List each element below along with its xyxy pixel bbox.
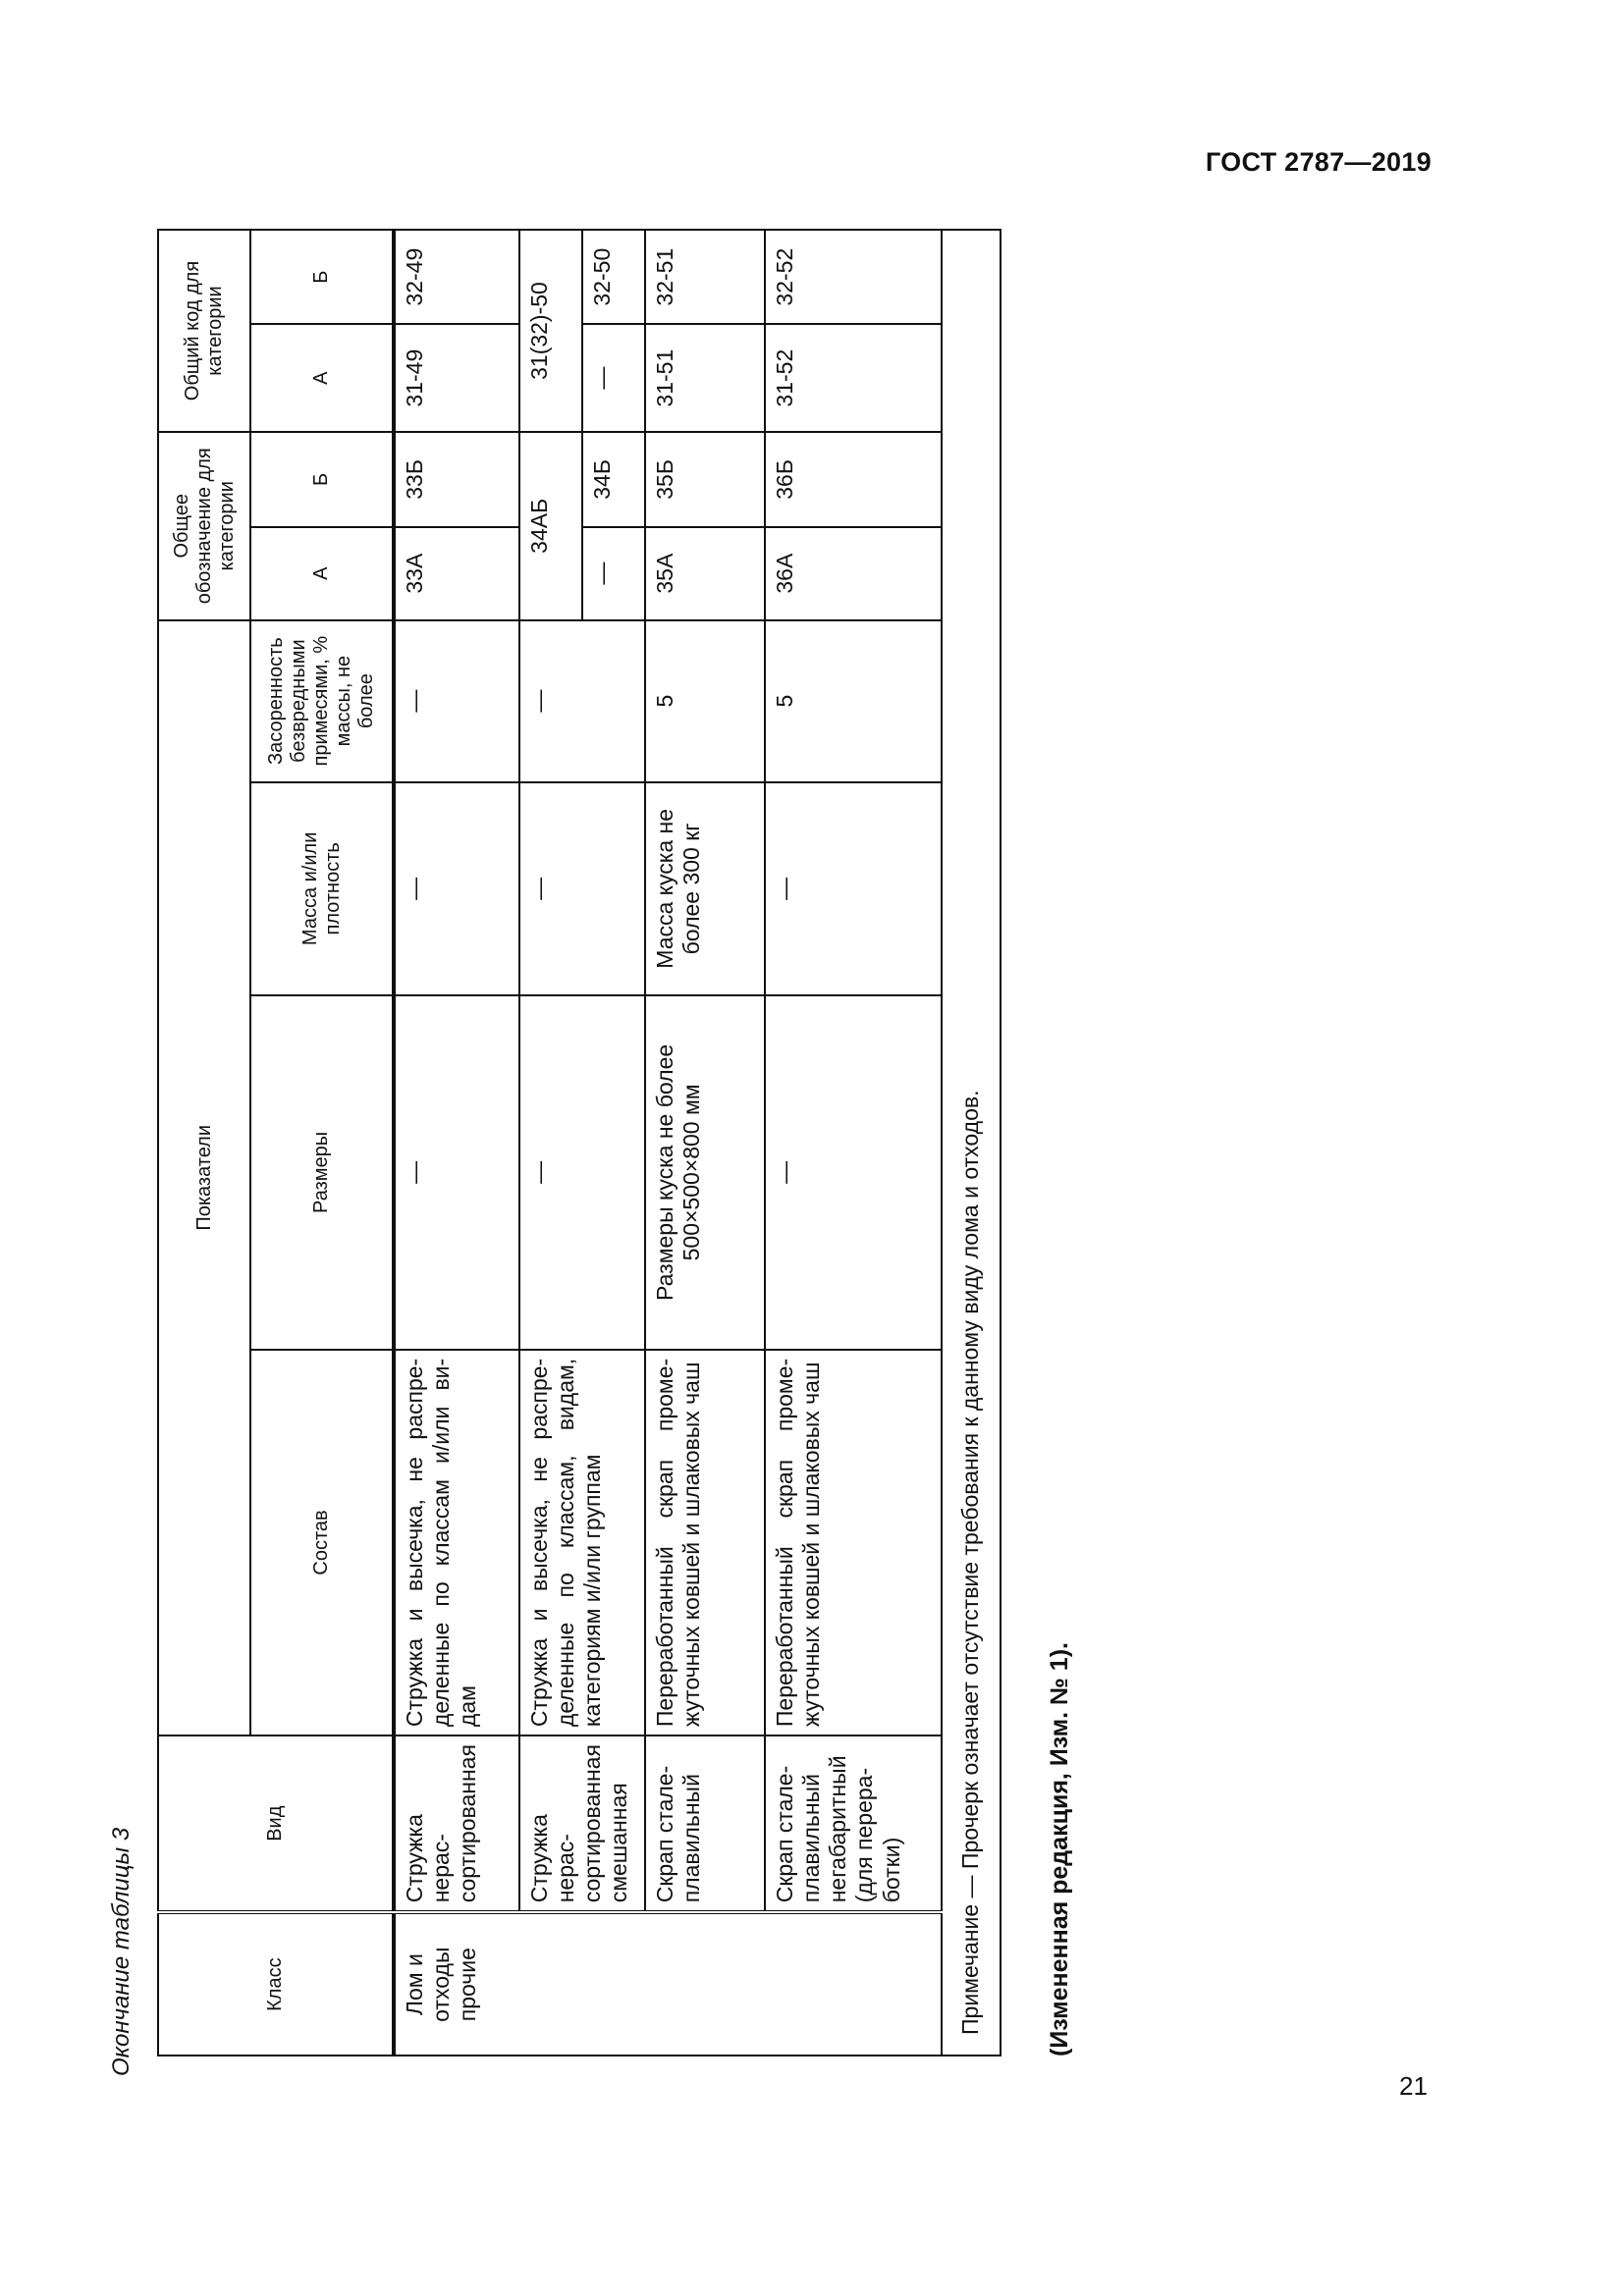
header-kod-a: А xyxy=(250,324,394,432)
row-sostav: Стружка и высечка, не распре-деленные по классам, видам, категориям и/или группам xyxy=(519,1350,645,1735)
row-zasor: 5 xyxy=(645,620,765,782)
rotated-table-block xyxy=(108,221,1090,2076)
note-prefix: Примечание xyxy=(957,1903,984,2035)
header-zasor: Засоренность безвредными примесями, % массы, не более xyxy=(250,620,394,782)
row-sostav: Переработанный скрап проме-жуточных ковшей и шлаковых чаш xyxy=(645,1350,765,1735)
row-massa: — xyxy=(765,782,942,995)
row-massa: — xyxy=(394,782,519,995)
table-note xyxy=(942,230,1001,2056)
table-row xyxy=(765,230,942,2056)
row-kod-a: 31-51 xyxy=(645,324,765,432)
edition-note: (Измененная редакция, Изм. № 1). xyxy=(1046,1642,1073,2056)
page-number: 21 xyxy=(1399,2071,1428,2101)
header-vid: Вид xyxy=(158,1735,394,1912)
header-massa: Масса и/или плотность xyxy=(250,782,394,995)
row-razmery: Размеры куска не более 500×500×800 мм xyxy=(645,995,765,1350)
row-kod-b: 32-51 xyxy=(645,230,765,324)
row-obozn-ab: 34АБ xyxy=(519,432,582,620)
header-oboznach: Общее обозначение для категории xyxy=(158,432,250,620)
row-zasor: — xyxy=(394,620,519,782)
row-vid: Стружка нерас-сортированная xyxy=(394,1735,519,1912)
row-kod-b: 32-50 xyxy=(582,230,645,324)
klass-label: Лом и отходы прочие xyxy=(394,1912,942,2056)
row-obozn-b: 34Б xyxy=(582,432,645,527)
row-vid: Стружка нерас-сортированная смешанная xyxy=(519,1735,645,1912)
row-obozn-b: 36Б xyxy=(765,432,942,527)
row-obozn-b: 33Б xyxy=(394,432,519,527)
row-kod-b: 32-49 xyxy=(394,230,519,324)
row-obozn-a: — xyxy=(582,527,645,620)
header-obozn-a: А xyxy=(250,527,394,620)
header-kod-b: Б xyxy=(250,230,394,324)
row-kod-a: 31-49 xyxy=(394,324,519,432)
row-obozn-a: 35А xyxy=(645,527,765,620)
row-kod-a: — xyxy=(582,324,645,432)
header-pokazateli: Показатели xyxy=(158,620,250,1736)
row-kod-b: 32-52 xyxy=(765,230,942,324)
row-razmery: — xyxy=(765,995,942,1350)
row-kod-a: 31-52 xyxy=(765,324,942,432)
row-razmery: — xyxy=(394,995,519,1350)
header-obozn-b: Б xyxy=(250,432,394,527)
table-row xyxy=(645,230,765,2056)
row-zasor: 5 xyxy=(765,620,942,782)
row-zasor: — xyxy=(519,620,645,782)
header-razmery: Размеры xyxy=(250,995,394,1350)
note-row xyxy=(942,230,1001,2056)
header-sostav: Состав xyxy=(250,1350,394,1735)
row-sostav: Переработанный скрап проме-жуточных ковшей и шлаковых чаш xyxy=(765,1350,942,1735)
header-kod: Общий код для категории xyxy=(158,230,250,432)
table-row xyxy=(519,230,582,2056)
note-text: — Прочерк означает отсутствие требования к данному виду лома и отходов. xyxy=(957,1090,984,1904)
row-vid: Скрап стале-плавильный негабаритный (для перера-ботки) xyxy=(765,1735,942,1912)
row-massa: — xyxy=(519,782,645,995)
document-code: ГОСТ 2787—2019 xyxy=(1205,147,1432,177)
table-caption: Окончание таблицы 3 xyxy=(108,1827,135,2076)
row-kod-ab: 31(32)-50 xyxy=(519,230,582,432)
row-obozn-a: 33А xyxy=(394,527,519,620)
row-massa: Масса куска не более 300 кг xyxy=(645,782,765,995)
classification-table xyxy=(157,229,1001,2056)
row-razmery: — xyxy=(519,995,645,1350)
table-row xyxy=(394,230,519,2056)
row-obozn-a: 36А xyxy=(765,527,942,620)
row-sostav: Стружка и высечка, не распре-деленные по классам и/или ви-дам xyxy=(394,1350,519,1735)
row-vid: Скрап стале-плавильный xyxy=(645,1735,765,1912)
header-klass: Класс xyxy=(158,1912,394,2056)
row-obozn-b: 35Б xyxy=(645,432,765,527)
